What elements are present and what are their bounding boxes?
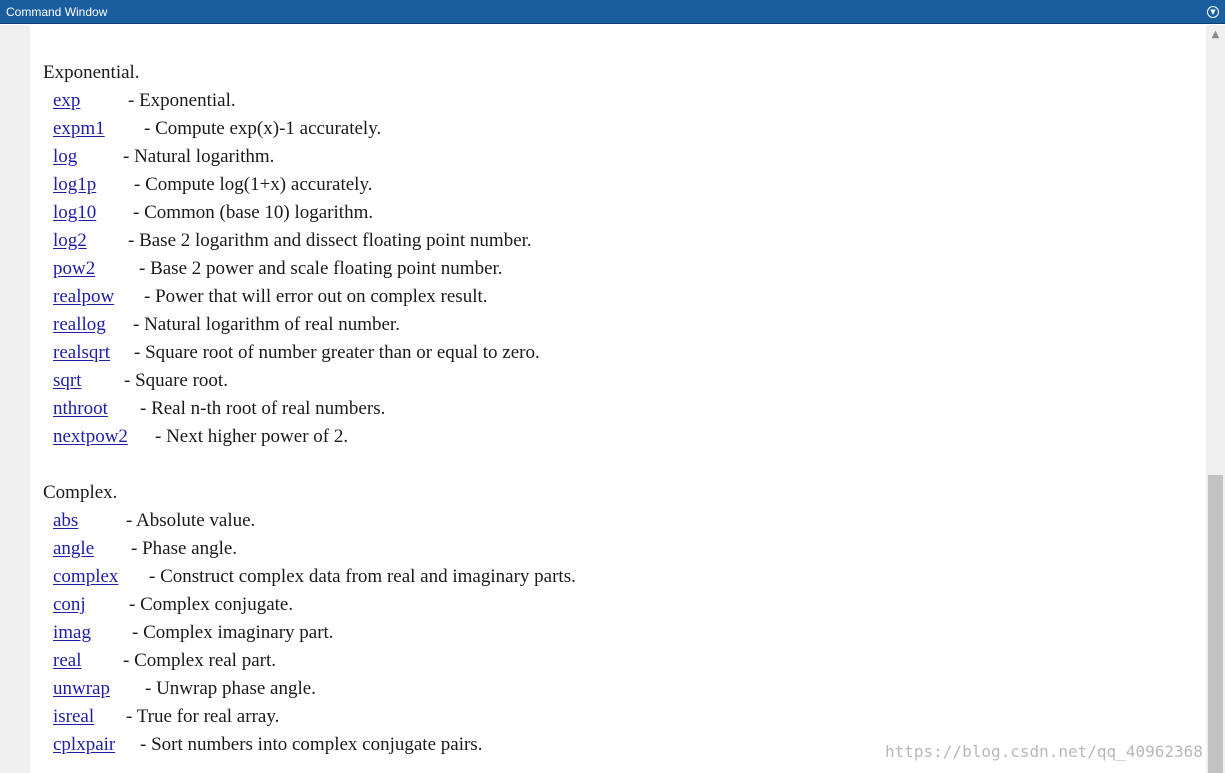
- function-link[interactable]: nextpow2: [53, 426, 128, 447]
- scrollbar-thumb[interactable]: [1208, 475, 1223, 773]
- list-item: [53, 563, 576, 591]
- function-description: - Power that will error out on complex result.: [144, 286, 488, 307]
- list-item: [53, 115, 382, 143]
- list-item: [53, 199, 374, 227]
- function-description: - Natural logarithm of real number.: [133, 314, 400, 335]
- function-link[interactable]: realsqrt: [53, 342, 110, 363]
- command-window-output[interactable]: [30, 25, 1206, 773]
- function-description: - Compute exp(x)-1 accurately.: [144, 118, 382, 139]
- function-link[interactable]: abs: [53, 510, 79, 531]
- function-description: - Complex imaginary part.: [132, 622, 334, 643]
- function-link[interactable]: real: [53, 650, 82, 671]
- function-description: - Common (base 10) logarithm.: [133, 202, 374, 223]
- function-link[interactable]: cplxpair: [53, 734, 116, 755]
- list-item: [53, 87, 236, 115]
- function-link[interactable]: log2: [53, 230, 87, 251]
- function-description: - Exponential.: [128, 90, 236, 111]
- section-heading-complex: Complex.: [43, 482, 118, 503]
- function-link[interactable]: reallog: [53, 314, 106, 335]
- function-link[interactable]: nthroot: [53, 398, 108, 419]
- list-item: [53, 591, 294, 619]
- left-gutter: [0, 25, 30, 773]
- function-description: - Phase angle.: [131, 538, 238, 559]
- list-item: [53, 227, 532, 255]
- section-heading-exponential: Exponential.: [43, 62, 140, 83]
- list-item: [53, 423, 349, 451]
- function-link[interactable]: exp: [53, 90, 81, 111]
- function-link[interactable]: angle: [53, 538, 95, 559]
- list-item: [53, 395, 386, 423]
- list-item: [53, 339, 540, 367]
- function-description: - Real n-th root of real numbers.: [140, 398, 386, 419]
- list-item: [53, 367, 228, 395]
- list-item: [53, 507, 256, 535]
- function-description: - Complex real part.: [123, 650, 277, 671]
- list-item: [53, 647, 277, 675]
- scroll-up-arrow-icon[interactable]: ▲: [1211, 29, 1220, 40]
- function-link[interactable]: realpow: [53, 286, 115, 307]
- function-link[interactable]: expm1: [53, 118, 105, 139]
- function-description: - Base 2 logarithm and dissect floating point number.: [128, 230, 532, 251]
- window-title: Command Window: [6, 5, 108, 19]
- window-actions-menu-icon[interactable]: ▼: [1207, 6, 1219, 18]
- function-link[interactable]: complex: [53, 566, 119, 587]
- function-link[interactable]: log10: [53, 202, 97, 223]
- vertical-scrollbar[interactable]: [1206, 25, 1225, 773]
- function-link[interactable]: conj: [53, 594, 86, 615]
- function-link[interactable]: sqrt: [53, 370, 82, 391]
- function-link[interactable]: imag: [53, 622, 91, 643]
- function-description: - Natural logarithm.: [123, 146, 275, 167]
- list-item: [53, 703, 280, 731]
- command-window-titlebar: [0, 0, 1225, 24]
- function-description: - Complex conjugate.: [129, 594, 294, 615]
- list-item: [53, 255, 503, 283]
- watermark: https://blog.csdn.net/qq_40962368: [885, 742, 1203, 761]
- function-description: - True for real array.: [126, 706, 280, 727]
- function-description: - Construct complex data from real and imaginary parts.: [149, 566, 576, 587]
- list-item: [53, 283, 488, 311]
- function-description: - Sort numbers into complex conjugate pairs.: [140, 734, 483, 755]
- function-description: - Compute log(1+x) accurately.: [134, 174, 373, 195]
- list-item: [53, 619, 334, 647]
- function-description: - Base 2 power and scale floating point number.: [139, 258, 503, 279]
- function-link[interactable]: log1p: [53, 174, 97, 195]
- function-link[interactable]: log: [53, 146, 78, 167]
- list-item: [53, 143, 275, 171]
- function-link[interactable]: isreal: [53, 706, 95, 727]
- function-description: - Square root.: [124, 370, 228, 391]
- function-description: - Next higher power of 2.: [155, 426, 349, 447]
- list-item: [53, 311, 400, 339]
- function-link[interactable]: unwrap: [53, 678, 110, 699]
- list-item: [53, 171, 373, 199]
- function-link[interactable]: pow2: [53, 258, 96, 279]
- function-description: - Unwrap phase angle.: [145, 678, 316, 699]
- function-description: - Absolute value.: [126, 510, 256, 531]
- list-item: [53, 535, 238, 563]
- function-description: - Square root of number greater than or equal to zero.: [134, 342, 540, 363]
- list-item: [53, 731, 483, 759]
- list-item: [53, 675, 316, 703]
